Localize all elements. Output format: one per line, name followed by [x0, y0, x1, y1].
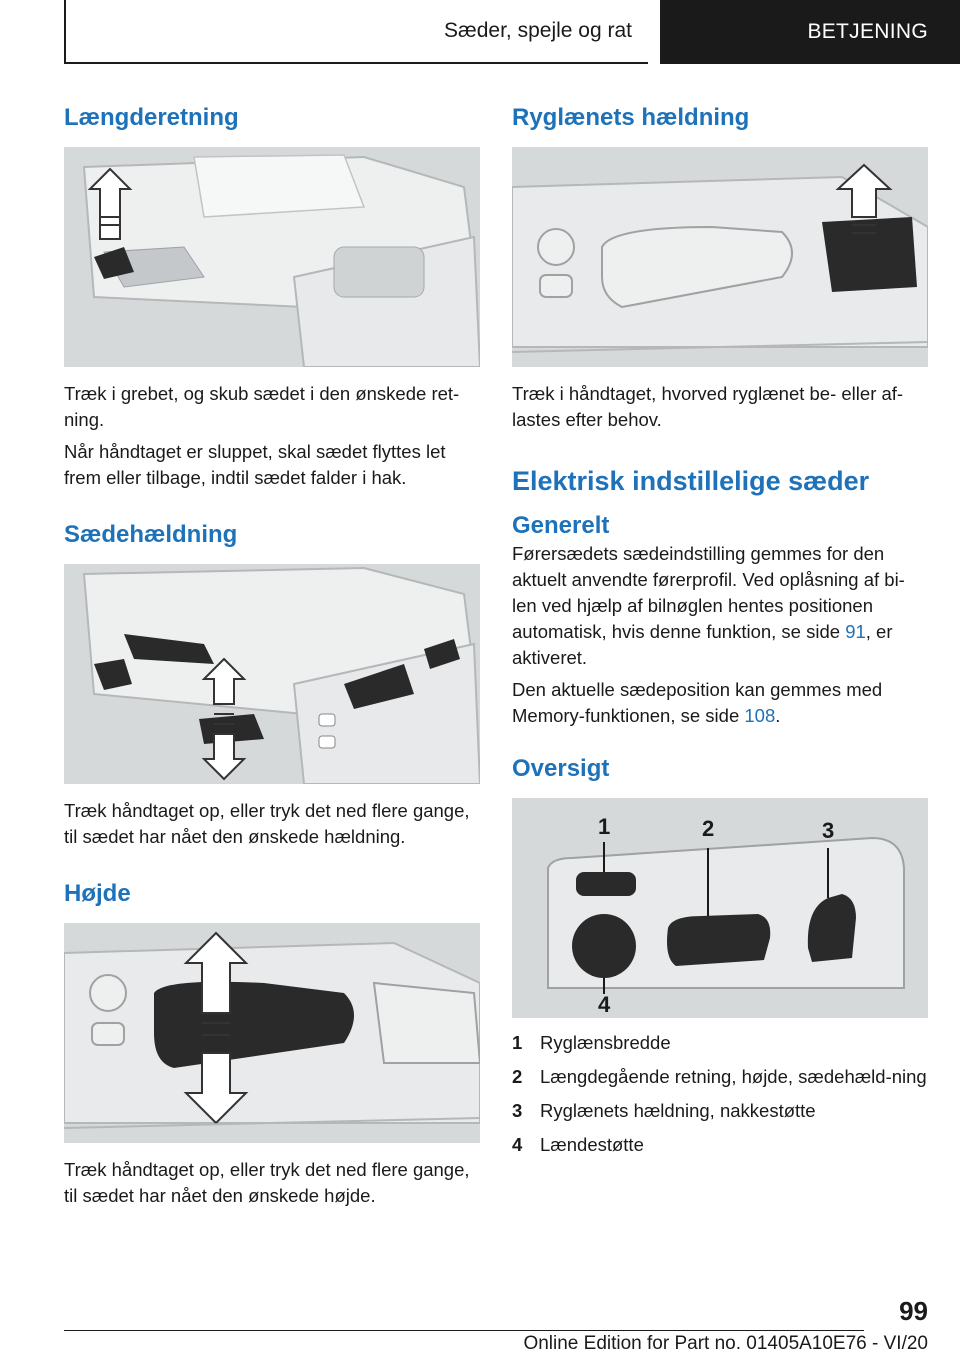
seat-controls-overview-illustration [512, 798, 928, 1018]
legend-item [512, 1064, 928, 1090]
callout-1: 1 [598, 814, 611, 839]
heading-hoejde: Højde [64, 880, 131, 907]
callout-2: 2 [702, 816, 715, 841]
legend-number: 2 [512, 1066, 523, 1087]
backrest-tilt-illustration [512, 147, 928, 367]
paragraph-generelt-2-tail: . [775, 705, 781, 726]
header-rule-horizontal [64, 62, 648, 64]
right-column [512, 96, 928, 1166]
seat-longitudinal-illustration [64, 147, 480, 367]
figure-seat-height [64, 923, 480, 1143]
heading-elektrisk-indstillelige-saeder: Elektrisk indstillelige sæder [512, 466, 870, 496]
figure-seat-tilt [64, 564, 480, 784]
paragraph-ryglaenets-haeldning: Træk i håndtaget, hvorved ryglænet be- eller af‐lastes efter behov. [512, 383, 904, 430]
paragraph-generelt-1 [512, 541, 928, 671]
link-page-108[interactable]: 108 [744, 705, 776, 726]
section-title: Sæder, spejle og rat [444, 19, 632, 42]
left-column [64, 96, 480, 1215]
paragraph-generelt-2 [512, 677, 928, 729]
footer-rule [64, 1330, 864, 1331]
legend-text: Længdegående retning, højde, sædehæld‐ning [540, 1066, 927, 1087]
paragraph-generelt-2-text: Den aktuelle sædeposition kan gemmes med Memory-funktionen, se side [512, 679, 883, 726]
paragraph-generelt-1-text: Førersædets sædeindstilling gemmes for den aktuelt anvendte førerprofil. Ved oplåsning af bi‐len ved hjælp af bilnøglen hentes positionen automatisk, hvis denne funktion, se side [512, 543, 905, 642]
page-number: 99 [899, 1296, 928, 1326]
callout-3: 3 [822, 818, 835, 843]
legend-number: 1 [512, 1032, 523, 1053]
chapter-tab: BETJENING [660, 0, 960, 64]
link-page-91[interactable]: 91 [845, 621, 866, 642]
legend-text: Ryglænsbredde [540, 1032, 671, 1053]
heading-laengderetning: Længderetning [64, 104, 239, 131]
callout-4: 4 [598, 992, 611, 1017]
seat-height-illustration [64, 923, 480, 1143]
legend-text: Lændestøtte [540, 1134, 644, 1155]
paragraph-saedehaeldning: Træk håndtaget op, eller tryk det ned flere gange, til sædet har nået den ønskede hældning. [64, 800, 470, 847]
figure-seat-controls-overview [512, 798, 928, 1018]
paragraph-laengderetning-2: Når håndtaget er sluppet, skal sædet flyttes let frem eller tilbage, indtil sædet falder i hak. [64, 441, 446, 488]
legend-item [512, 1132, 928, 1158]
figure-backrest-tilt [512, 147, 928, 367]
legend-item [512, 1098, 928, 1124]
legend-number: 4 [512, 1134, 523, 1155]
paragraph-laengderetning-1: Træk i grebet, og skub sædet i den ønskede ret‐ning. [64, 383, 460, 430]
figure-seat-longitudinal [64, 147, 480, 367]
paragraph-generelt-1-tail: , er aktiveret. [512, 621, 893, 668]
overview-legend [512, 1030, 928, 1158]
legend-number: 3 [512, 1100, 523, 1121]
heading-saedehaeldning: Sædehældning [64, 521, 238, 548]
paragraph-hoejde: Træk håndtaget op, eller tryk det ned flere gange, til sædet har nået den ønskede højde. [64, 1159, 470, 1206]
heading-oversigt: Oversigt [512, 755, 610, 782]
legend-item [512, 1030, 928, 1056]
heading-ryglaenets-haeldning: Ryglænets hældning [512, 104, 750, 131]
heading-generelt: Generelt [512, 512, 610, 539]
seat-tilt-illustration [64, 564, 480, 784]
legend-text: Ryglænets hældning, nakkestøtte [540, 1100, 816, 1121]
edition-note: Online Edition for Part no. 01405A10E76 - VI/20 [523, 1333, 928, 1354]
